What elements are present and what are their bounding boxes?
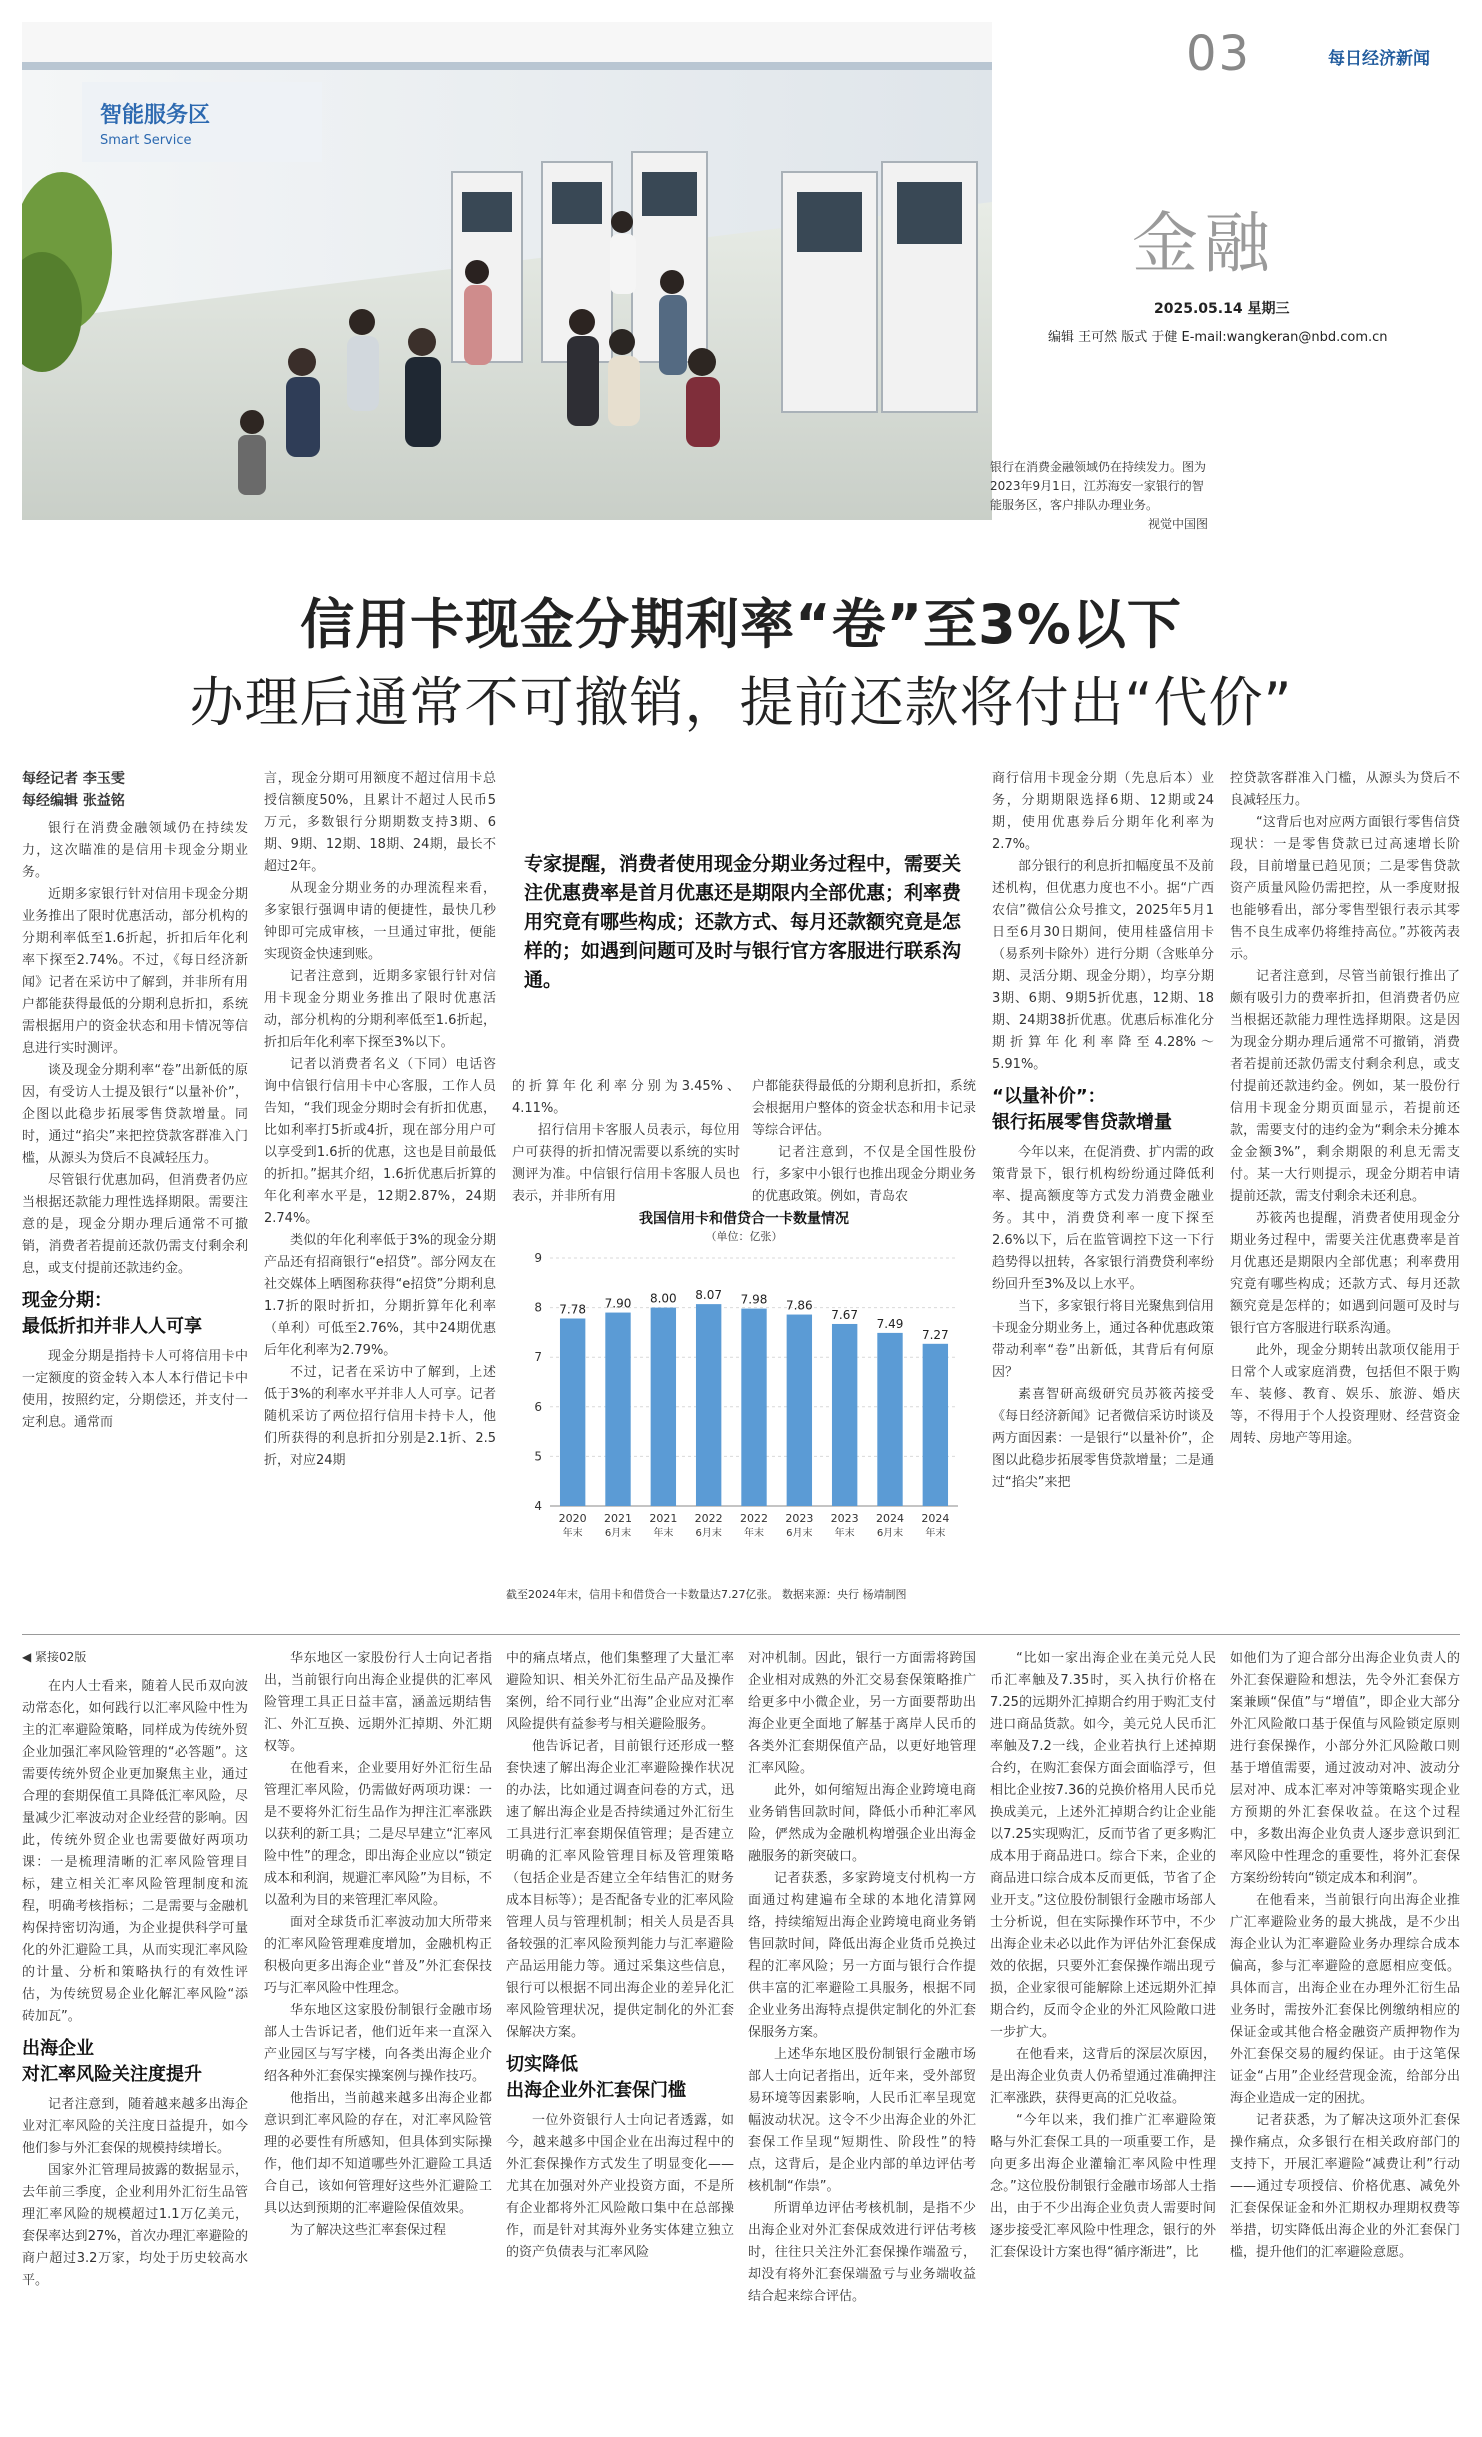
article-column-5 (992, 768, 1214, 1494)
article-column-6 (1230, 768, 1460, 1450)
section-subhead: 出海企业 对汇率风险关注度提升 (22, 2038, 202, 2085)
x-tick-sublabel: 6月末 (876, 1528, 904, 1539)
paragraph: 类似的年化利率低于3%的现金分期产品还有招商银行“e招贷”。部分网友在社交媒体上晒图称获得“e招贷”分期利息1.7折的限时折扣，分期折算年化利率（单利）可低至2.76%，其中24期优惠后年化利率为2.79%。 (264, 1233, 496, 1358)
bar (651, 1308, 676, 1506)
section-subhead: “以量补价”： 银行拓展零售贷款增量 (992, 1086, 1172, 1133)
y-tick-label: 6 (534, 1399, 542, 1414)
callout-text: 专家提醒，消费者使用现金分期业务过程中，需要关注优惠费率是首月优惠还是期限内全部优惠；利率费用究竟有哪些构成；还款方式、每月还款额究竟是怎样的；如遇到问题可及时与银行官方客服进行联系沟通。 (524, 853, 962, 991)
section-subhead: 现金分期： 最低折扣并非人人可享 (22, 1290, 202, 1337)
paragraph: 记者注意到，近期多家银行针对信用卡现金分期业务推出了限时优惠活动，部分机构的分期利率低至1.6折起，折扣后年化利率下探至3%以下。 (264, 969, 496, 1050)
section-divider (22, 1634, 1460, 1635)
bar (560, 1319, 585, 1506)
x-tick-label: 2024 (876, 1512, 904, 1525)
page-number: 03 (1186, 26, 1252, 82)
x-tick-sublabel: 年末 (562, 1528, 583, 1539)
chart-title: 我国信用卡和借贷合一卡数量情况 (639, 1211, 849, 1227)
paragraph: 此外，现金分期转出款项仅能用于日常个人或家庭消费，包括但不限于购车、装修、教育、娱乐、旅游、婚庆等，不得用于个人投资理财、经营资金周转、房地产等用途。 (1230, 1343, 1460, 1446)
paragraph: 现金分期是指持卡人可将信用卡中一定额度的资金转入本人本行借记卡中使用，按照约定，分期偿还，并支付一定利息。通常而 (22, 1349, 248, 1430)
paragraph: “今年以来，我们推广汇率避险策略与外汇套保工具的一项重要工作，是向更多出海企业灌输汇率风险中性理念。”这位股份制银行金融市场部人士指出，由于不少出海企业负责人需要时间逐步接受汇率风险中性理念，银行的外汇套保设计方案也得“循序渐进”，比 (990, 2113, 1216, 2260)
expert-callout (524, 850, 964, 995)
paragraph: 从现金分期业务的办理流程来看，多家银行强调申请的便捷性，最快几秒钟即可完成审核，一旦通过审批，便能实现资金快速到账。 (264, 881, 496, 962)
paragraph: 不过，记者在采访中了解到，上述低于3%的利率水平并非人人可享。记者随机采访了两位招行信用卡持卡人，他们所获得的利息折扣分别是2.1折、2.5折，对应24期 (264, 1365, 496, 1468)
paragraph: 华东地区这家股份制银行金融市场部人士告诉记者，他们近年来一直深入产业园区与写字楼，向各类出海企业介绍各种外汇套保实操案例与操作技巧。 (264, 2003, 492, 2084)
reporter: 每经记者 李玉雯 (22, 771, 125, 787)
y-tick-label: 5 (534, 1449, 542, 1464)
paragraph: 在内人士看来，随着人民币双向波动常态化，如何践行以汇率风险中性为主的汇率避险策略，同样成为传统外贸企业加强汇率风险管理的“必答题”。这需要传统外贸企业更加聚焦主业，通过合理的套期保值工具降低汇率风险，尽量减少汇率波动对企业经营的影响。因此，传统外贸企业也需要做好两项功课：一是梳理清晰的汇率风险管理目标，建立相关汇率风险管理制度和流程，明确考核指标；二是需要与金融机构保持密切沟通，为企业提供科学可量化的外汇避险工具，从而实现汇率风险的计量、分析和策略执行的有效性评估，为传统贸易企业化解汇率风险“添砖加瓦”。 (22, 1679, 248, 2024)
main-headline: 信用卡现金分期利率“卷”至3%以下 (300, 593, 1182, 656)
paragraph: 招行信用卡客服人员表示，每位用户可获得的折扣情况需要以系统的实时测评为准。中信银行信用卡客服人员也表示，并非所有用 (512, 1123, 740, 1204)
data-label: 7.27 (921, 1327, 949, 1342)
caption-text: 银行在消费金融领域仍在持续发力。图为2023年9月1日，江苏海安一家银行的智能服务区，客户排队办理业务。 (990, 460, 1207, 512)
data-label: 7.98 (740, 1292, 768, 1307)
paragraph: 苏筱芮也提醒，消费者使用现金分期业务过程中，需要关注优惠费率是首月优惠还是期限内全部优惠；利率费用究竟有哪些构成；还款方式、每月还款额究竟是怎样的；如遇到问题可及时与银行官方客服进行联系沟通。 (1230, 1211, 1460, 1336)
paragraph: 对冲机制。因此，银行一方面需将跨国企业相对成熟的外汇交易套保策略推广给更多中小微企业，另一方面要帮助出海企业更全面地了解基于离岸人民币的各类外汇套期保值产品，以更好地管理汇率风险。 (748, 1651, 976, 1776)
paragraph: 当下，多家银行将目光聚焦到信用卡现金分期业务上，通过各种优惠政策带动利率“卷”出新低，其背后有何原因？ (992, 1299, 1214, 1380)
lower-column-4 (748, 1648, 976, 2308)
chart-plot (518, 1244, 970, 1578)
bar (832, 1324, 857, 1506)
x-tick-label: 2022 (694, 1512, 723, 1525)
lower-column-3 (506, 1648, 734, 2264)
paragraph: “这背后也对应两方面银行零售信贷现状：一是零售贷款已过高速增长阶段，目前增量已趋见顶；二是零售贷款资产质量风险仍需把控，从一季度财报也能够看出，部分零售型银行表示其零售不良生成率仍将维持高位。”苏筱芮表示。 (1230, 815, 1460, 962)
news-photo (22, 22, 992, 520)
article-column-2 (264, 768, 496, 1472)
sub-headline: 办理后通常不可撤销，提前还款将付出“代价” (189, 671, 1293, 734)
paragraph: “比如一家出海企业在美元兑人民币汇率触及7.35时，买入执行价格在7.25的远期外汇掉期合约用于购汇支付进口商品货款。如今，美元兑人民币汇率触及7.2一线，企业若执行上述掉期合约，在购汇套保方面会面临浮亏，但相比企业按7.36的兑换价格用人民币兑换成美元，上述外汇掉期合约让企业能以7.25实现购汇，反而节省了更多购汇成本用于商品进口。综合下来，企业的商品进口综合成本反而更低，节省了企业开支。”这位股份制银行金融市场部人士分析说，但在实际操作环节中，不少出海企业未必以此作为评估外汇套保成效的依据，只要外汇套保操作端出现亏损，企业家很可能解除上述远期外汇掉期合约，反而令企业的外汇风险敞口进一步扩大。 (990, 1651, 1216, 2040)
chart-note: 截至2024年末，信用卡和借贷合一卡数量达7.27亿张。 数据来源：央行 杨靖制图 (506, 1588, 907, 1601)
x-tick-label: 2021 (649, 1512, 678, 1525)
paragraph: 为了解决这些汇率套保过程 (290, 2223, 447, 2238)
paragraph: 中的痛点堵点，他们集整理了大量汇率避险知识、相关外汇衍生品产品及操作案例，给不同行业“出海”企业应对汇率风险提供有益参考与相关避险服务。 (506, 1651, 734, 1732)
section-title: 金融 (1132, 205, 1276, 282)
data-label: 7.78 (559, 1302, 587, 1317)
paragraph: 华东地区一家股份行人士向记者指出，当前银行向出海企业提供的汇率风险管理工具正日益丰富，涵盖远期结售汇、外汇互换、远期外汇掉期、外汇期权等。 (264, 1651, 492, 1754)
x-tick-label: 2020 (558, 1512, 587, 1525)
data-label: 8.00 (649, 1291, 677, 1306)
paragraph: 此外，如何缩短出海企业跨境电商业务销售回款时间，降低小币种汇率风险，俨然成为金融机构增强企业出海金融服务的新突破口。 (748, 1783, 976, 1864)
paragraph: 记者注意到，尽管当前银行推出了颇有吸引力的费率折扣，但消费者仍应当根据还款能力理性选择期限。这是因为现金分期办理后通常不可撤销，消费者若提前还款仍需支付剩余利息，或支付提前还款违约金。例如，某一股份行信用卡现金分期页面显示，若提前还款，需要支付的违约金为“剩余未分摊本金金额3%”，剩余期限的利息无需支付。某一大行则提示，现金分期若申请提前还款，需支付剩余未还利息。 (1230, 969, 1460, 1204)
bar (605, 1313, 630, 1506)
paragraph: 在他看来，这背后的深层次原因，是出海企业负责人仍希望通过准确押注汇率涨跌，获得更高的汇兑收益。 (990, 2047, 1216, 2106)
x-tick-sublabel: 6月末 (786, 1528, 813, 1539)
paragraph: 商行信用卡现金分期（先息后本）业务，分期期限选择6期、12期或24期，使用优惠券后分期年化利率为2.7%。 (992, 771, 1214, 852)
paragraph: 记者以消费者名义（下同）电话咨询中信银行信用卡中心客服，工作人员告知，“我们现金分期时会有折扣优惠，比如利率打5折或4折，现在部分用户可以享受到1.6折的优惠，这也是目前最低的折扣。”据其介绍，1.6折优惠后折算的年化利率水平是，12期2.87%，24期2.74%。 (264, 1057, 496, 1226)
photo-credit: 视觉中国图 (1147, 517, 1208, 531)
lower-column-5 (990, 1648, 1216, 2264)
paragraph: 尽管银行优惠加码，但消费者仍应当根据还款能力理性选择期限。需要注意的是，现金分期办理后通常不可撤销，消费者若提前还款仍需支付剩余利息，或支付提前还款违约金。 (22, 1173, 248, 1276)
lower-column-2 (264, 1648, 492, 2242)
paragraph: 素喜智研高级研究员苏筱芮接受《每日经济新闻》记者微信采访时谈及两方面因素：一是银行“以量补价”，企图以此稳步拓展零售贷款增量；二是通过“掐尖”来把 (992, 1387, 1214, 1490)
paragraph: 所谓单边评估考核机制，是指不少出海企业对外汇套保成效进行评估考核时，往往只关注外汇套保操作端盈亏，却没有将外汇套保端盈亏与业务端收益结合起来综合评估。 (748, 2201, 976, 2304)
data-label: 7.49 (876, 1316, 904, 1331)
y-tick-label: 9 (534, 1251, 542, 1265)
bar (741, 1309, 766, 1506)
paragraph: 今年以来，在促消费、扩内需的政策背景下，银行机构纷纷通过降低利率、提高额度等方式发力消费金融业务。其中，消费贷利率一度下探至2.6%以下，后在监管调控下这一下行趋势得以扭转，各家银行消费贷利率纷纷回升至3%及以上水平。 (992, 1145, 1214, 1292)
paragraph: 近期多家银行针对信用卡现金分期业务推出了限时优惠活动，部分机构的分期利率低至1.6折起，折扣后年化利率下探至2.74%。不过，《每日经济新闻》记者在采访中了解到，并非所有用户都能获得最低的分期利息折扣，系统需根据用户的资金状态和用卡情况等信息进行实时测评。 (22, 887, 248, 1056)
y-tick-label: 7 (534, 1350, 542, 1365)
section-subhead: 切实降低 出海企业外汇套保门槛 (506, 2054, 686, 2101)
x-tick-label: 2023 (785, 1512, 814, 1525)
issue-date: 2025.05.14 星期三 (1154, 301, 1290, 317)
paragraph: 部分银行的利息折扣幅度虽不及前述机构，但优惠力度也不小。据“广西农信”微信公众号推文，2025年5月1日至6月30日期间，使用桂盛信用卡（易系列卡除外）进行分期（含账单分期、灵活分期、现金分期），均享分期3期、6期、9期5折优惠，12期、18期、24期38折优惠。优惠后标准化分期折算年化利率降至4.28%～5.91%。 (992, 859, 1214, 1072)
paragraph: 控贷款客群准入门槛，从源头为贷后不良减轻压力。 (1230, 771, 1460, 808)
photo-caption (990, 458, 1208, 534)
x-tick-label: 2024 (921, 1512, 950, 1525)
article-column-3 (512, 1076, 740, 1208)
paragraph: 如他们为了迎合部分出海企业负责人的外汇套保避险和想法，先令外汇套保方案兼顾“保值”与“增值”，即企业大部分外汇风险敞口基于保值与风险锁定原则进行套保操作，小部分外汇风险敞口则基于增值需要，通过波动对冲、波动分层对冲、成本汇率对冲等策略实现企业方预期的外汇套保收益。在这个过程中，多数出海企业负责人逐步意识到汇率风险中性理念的重要性，将外汇套保方案纷纷转向“锁定成本和利润”。 (1230, 1651, 1460, 1886)
lower-column-6 (1230, 1648, 1460, 2264)
x-tick-label: 2021 (604, 1512, 632, 1525)
bar (877, 1333, 902, 1506)
continued-from: ◀ 紧接02版 (22, 1650, 87, 1664)
paragraph: 面对全球货币汇率波动加大所带来的汇率风险管理难度增加，金融机构正积极向更多出海企业“普及”外汇套保技巧与汇率风险中性理念。 (264, 1915, 492, 1996)
bar (787, 1315, 812, 1506)
paragraph: 记者注意到，不仅是全国性股份行，多家中小银行也推出现金分期业务的优惠政策。例如，青岛农 (752, 1145, 976, 1204)
data-label: 7.67 (831, 1307, 859, 1322)
y-tick-label: 8 (534, 1300, 542, 1315)
sign-cn: 智能服务区 (100, 103, 211, 128)
x-tick-sublabel: 年末 (925, 1528, 946, 1539)
paragraph: 的折算年化利率分别为3.45%、4.11%。 (512, 1079, 740, 1116)
paragraph: 记者获悉，多家跨境支付机构一方面通过构建遍布全球的本地化清算网络，持续缩短出海企业跨境电商业务销售回款时间，降低出海企业货币兑换过程的汇率风险；另一方面与银行合作提供丰富的汇率避险工具服务，根据不同企业业务出海特点提供定制化的外汇套保服务方案。 (748, 1871, 976, 2040)
paragraph: 记者注意到，随着越来越多出海企业对汇率风险的关注度日益提升，如今他们参与外汇套保的规模持续增长。 (22, 2097, 248, 2156)
data-label: 7.90 (604, 1296, 632, 1311)
sign-en: Smart Service (100, 133, 192, 148)
x-tick-sublabel: 6月末 (695, 1528, 722, 1539)
data-label: 7.86 (785, 1298, 813, 1313)
bank-hall-photo (22, 22, 992, 520)
y-tick-label: 4 (534, 1499, 542, 1513)
paragraph: 记者获悉，为了解决这项外汇套保操作痛点，众多银行在相关政府部门的支持下，开展汇率避险“减费让利”行动——通过专项授信、价格优惠、减免外汇套保保证金和外汇期权办理期权费等举措，切实降低出海企业的外汇套保门槛，提升他们的汇率避险意愿。 (1230, 2113, 1460, 2260)
paragraph: 谈及现金分期利率“卷”出新低的原因，有受访人士提及银行“以量补价”，企图以此稳步拓展零售贷款增量。同时，通过“掐尖”来把控贷款客群准入门槛，从源头为贷后不良减轻压力。 (22, 1063, 248, 1166)
bar (696, 1304, 721, 1506)
paragraph: 国家外汇管理局披露的数据显示，去年前三季度，企业利用外汇衍生品管理汇率风险的规模超过1.1万亿美元，套保率达到27%，首次办理汇率避险的商户超过3.2万家，均处于历史较高水平。 (22, 2163, 248, 2288)
lower-column-1 (22, 1676, 248, 2292)
paper-name: 每日经济新闻 (1328, 49, 1430, 69)
chart-unit: （单位：亿张） (705, 1230, 783, 1243)
paragraph: 一位外资银行人士向记者透露，如今，越来越多中国企业在出海过程中的外汇套保操作方式发生了明显变化——尤其在加强对外产业投资方面，不是所有企业都将外汇风险敞口集中在总部操作，而是针对其海外业务实体建立独立的资产负债表与汇率风险 (506, 2113, 734, 2260)
article-editor: 每经编辑 张益铭 (22, 793, 125, 809)
paragraph: 银行在消费金融领域仍在持续发力，这次瞄准的是信用卡现金分期业务。 (22, 821, 248, 880)
article-column-1 (22, 768, 248, 1434)
paragraph: 在他看来，当前银行向出海企业推广汇率避险业务的最大挑战，是不少出海企业认为汇率避险业务办理综合成本偏高，参与汇率避险的意愿相应变低。具体而言，出海企业在办理外汇衍生品业务时，需按外汇套保比例缴纳相应的保证金或其他合格金融资产质押物作为外汇套保交易的履约保证。由于这笔保证金“占用”企业经营现金流，给部分出海企业造成一定的困扰。 (1230, 1893, 1460, 2106)
x-tick-sublabel: 年末 (834, 1528, 855, 1539)
paragraph: 上述华东地区股份制银行金融市场部人士向记者指出，近年来，受外部贸易环境等因素影响，人民币汇率呈现宽幅波动状况。这令不少出海企业的外汇套保工作呈现“短期性、阶段性”的特点，这背后，是企业内部的单边评估考核机制“作祟”。 (748, 2047, 976, 2194)
paragraph: 他告诉记者，目前银行还形成一整套快速了解出海企业汇率避险操作状况的办法，比如通过调查问卷的方式，迅速了解出海企业是否持续通过外汇衍生工具进行汇率套期保值管理；是否建立明确的汇率风险管理目标及管理策略（包括企业是否建立全年结售汇的财务成本目标等）；是否配备专业的汇率风险管理人员与管理机制；相关人员是否具备较强的汇率风险预判能力与汇率避险产品运用能力等。通过采集这些信息，银行可以根据不同出海企业的差异化汇率风险管理状况，提供定制化的外汇套保解决方案。 (506, 1739, 734, 2040)
editor-line: 编辑 王可然 版式 于健 E-mail:wangkeran@nbd.com.cn (1048, 330, 1388, 345)
paragraph: 户都能获得最低的分期利息折扣，系统会根据用户整体的资金状态和用卡记录等综合评估。 (752, 1079, 976, 1138)
reporter-byline (22, 768, 248, 812)
x-tick-label: 2023 (830, 1512, 859, 1525)
paragraph: 言，现金分期可用额度不超过信用卡总授信额度50%，且累计不超过人民币5万元，多数银行分期期数支持3期、6期、9期、12期、18期、24期，最长不超过2年。 (264, 771, 496, 874)
x-tick-sublabel: 年末 (653, 1528, 674, 1539)
article-column-4 (752, 1076, 976, 1208)
x-tick-sublabel: 6月末 (604, 1528, 632, 1539)
data-label: 8.07 (695, 1288, 723, 1303)
paragraph: 在他看来，企业要用好外汇衍生品管理汇率风险，仍需做好两项功课：一是不要将外汇衍生品作为押注汇率涨跌以获利的新工具；二是尽早建立“汇率风险中性”的理念，即出海企业应以“锁定成本和利润，规避汇率风险”为目标，不以盈利为目的来管理汇率风险。 (264, 1761, 492, 1908)
paragraph: 他指出，当前越来越多出海企业都意识到汇率风险的存在，对汇率风险管理的必要性有所感知，但具体到实际操作，他们却不知道哪些外汇避险工具适合自己，该如何管理好这些外汇避险工具以达到预期的汇率避险保值效果。 (264, 2091, 492, 2216)
x-tick-label: 2022 (740, 1512, 768, 1525)
x-tick-sublabel: 年末 (744, 1528, 764, 1539)
card-count-chart (518, 1208, 970, 1584)
bar (923, 1344, 948, 1506)
